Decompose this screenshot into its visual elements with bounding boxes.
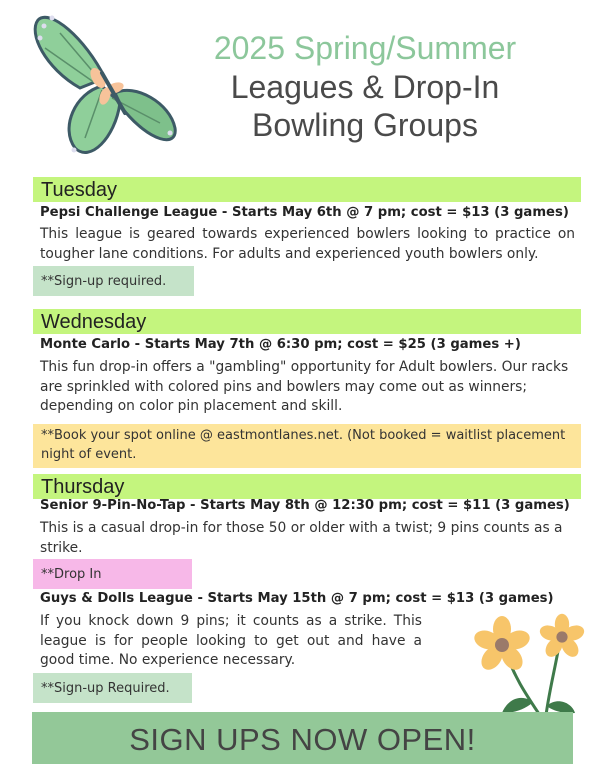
title-year-season: 2025 Spring/Summer xyxy=(213,30,517,66)
signup-note-pepsi: **Sign-up required. xyxy=(33,266,194,296)
page-title xyxy=(150,68,580,144)
league-description-monte-carlo: This fun drop-in offers a "gambling" opportunity for Adult bowlers. Our racks are sprinkled with colored pins and bowlers may come out as winners; depending on color pin placement and skill. xyxy=(40,359,569,414)
flowers-icon xyxy=(460,605,590,725)
day-header-tuesday: Tuesday xyxy=(33,177,581,202)
league-heading-senior-9-pin: Senior 9-Pin-No-Tap - Starts May 8th @ 12:30 pm; cost = $11 (3 games) xyxy=(40,498,570,513)
league-description-guys-dolls: If you knock down 9 pins; it counts as a strike. This league is for people looking to get out and have a good time. No experience necessary. xyxy=(40,613,422,668)
title-line-groups: Bowling Groups xyxy=(252,107,478,143)
drop-in-note-senior: **Drop In xyxy=(33,559,192,589)
league-description-pepsi: This league is geared towards experienced bowlers looking to practice on tougher lane conditions. For adults and experienced youth bowlers only. xyxy=(40,226,575,262)
booking-note-monte-carlo: **Book your spot online @ eastmontlanes.net. (Not booked = waitlist placement night of event. xyxy=(33,424,581,468)
title-line-leagues: Leagues & Drop-In xyxy=(230,69,500,105)
signups-open-banner: SIGN UPS NOW OPEN! xyxy=(32,712,573,764)
league-heading-guys-dolls: Guys & Dolls League - Starts May 15th @ 7 pm; cost = $13 (3 games) xyxy=(40,591,554,606)
day-header-thursday: Thursday xyxy=(33,474,581,499)
league-heading-pepsi: Pepsi Challenge League - Starts May 6th @ 7 pm; cost = $13 (3 games) xyxy=(40,205,569,220)
league-heading-monte-carlo: Monte Carlo - Starts May 7th @ 6:30 pm; cost = $25 (3 games +) xyxy=(40,337,521,352)
signup-note-guys-dolls: **Sign-up Required. xyxy=(33,673,192,703)
league-description-senior-9-pin: This is a casual drop-in for those 50 or older with a twist; 9 pins counts as a strike. xyxy=(40,520,563,556)
day-header-wednesday: Wednesday xyxy=(33,309,581,334)
